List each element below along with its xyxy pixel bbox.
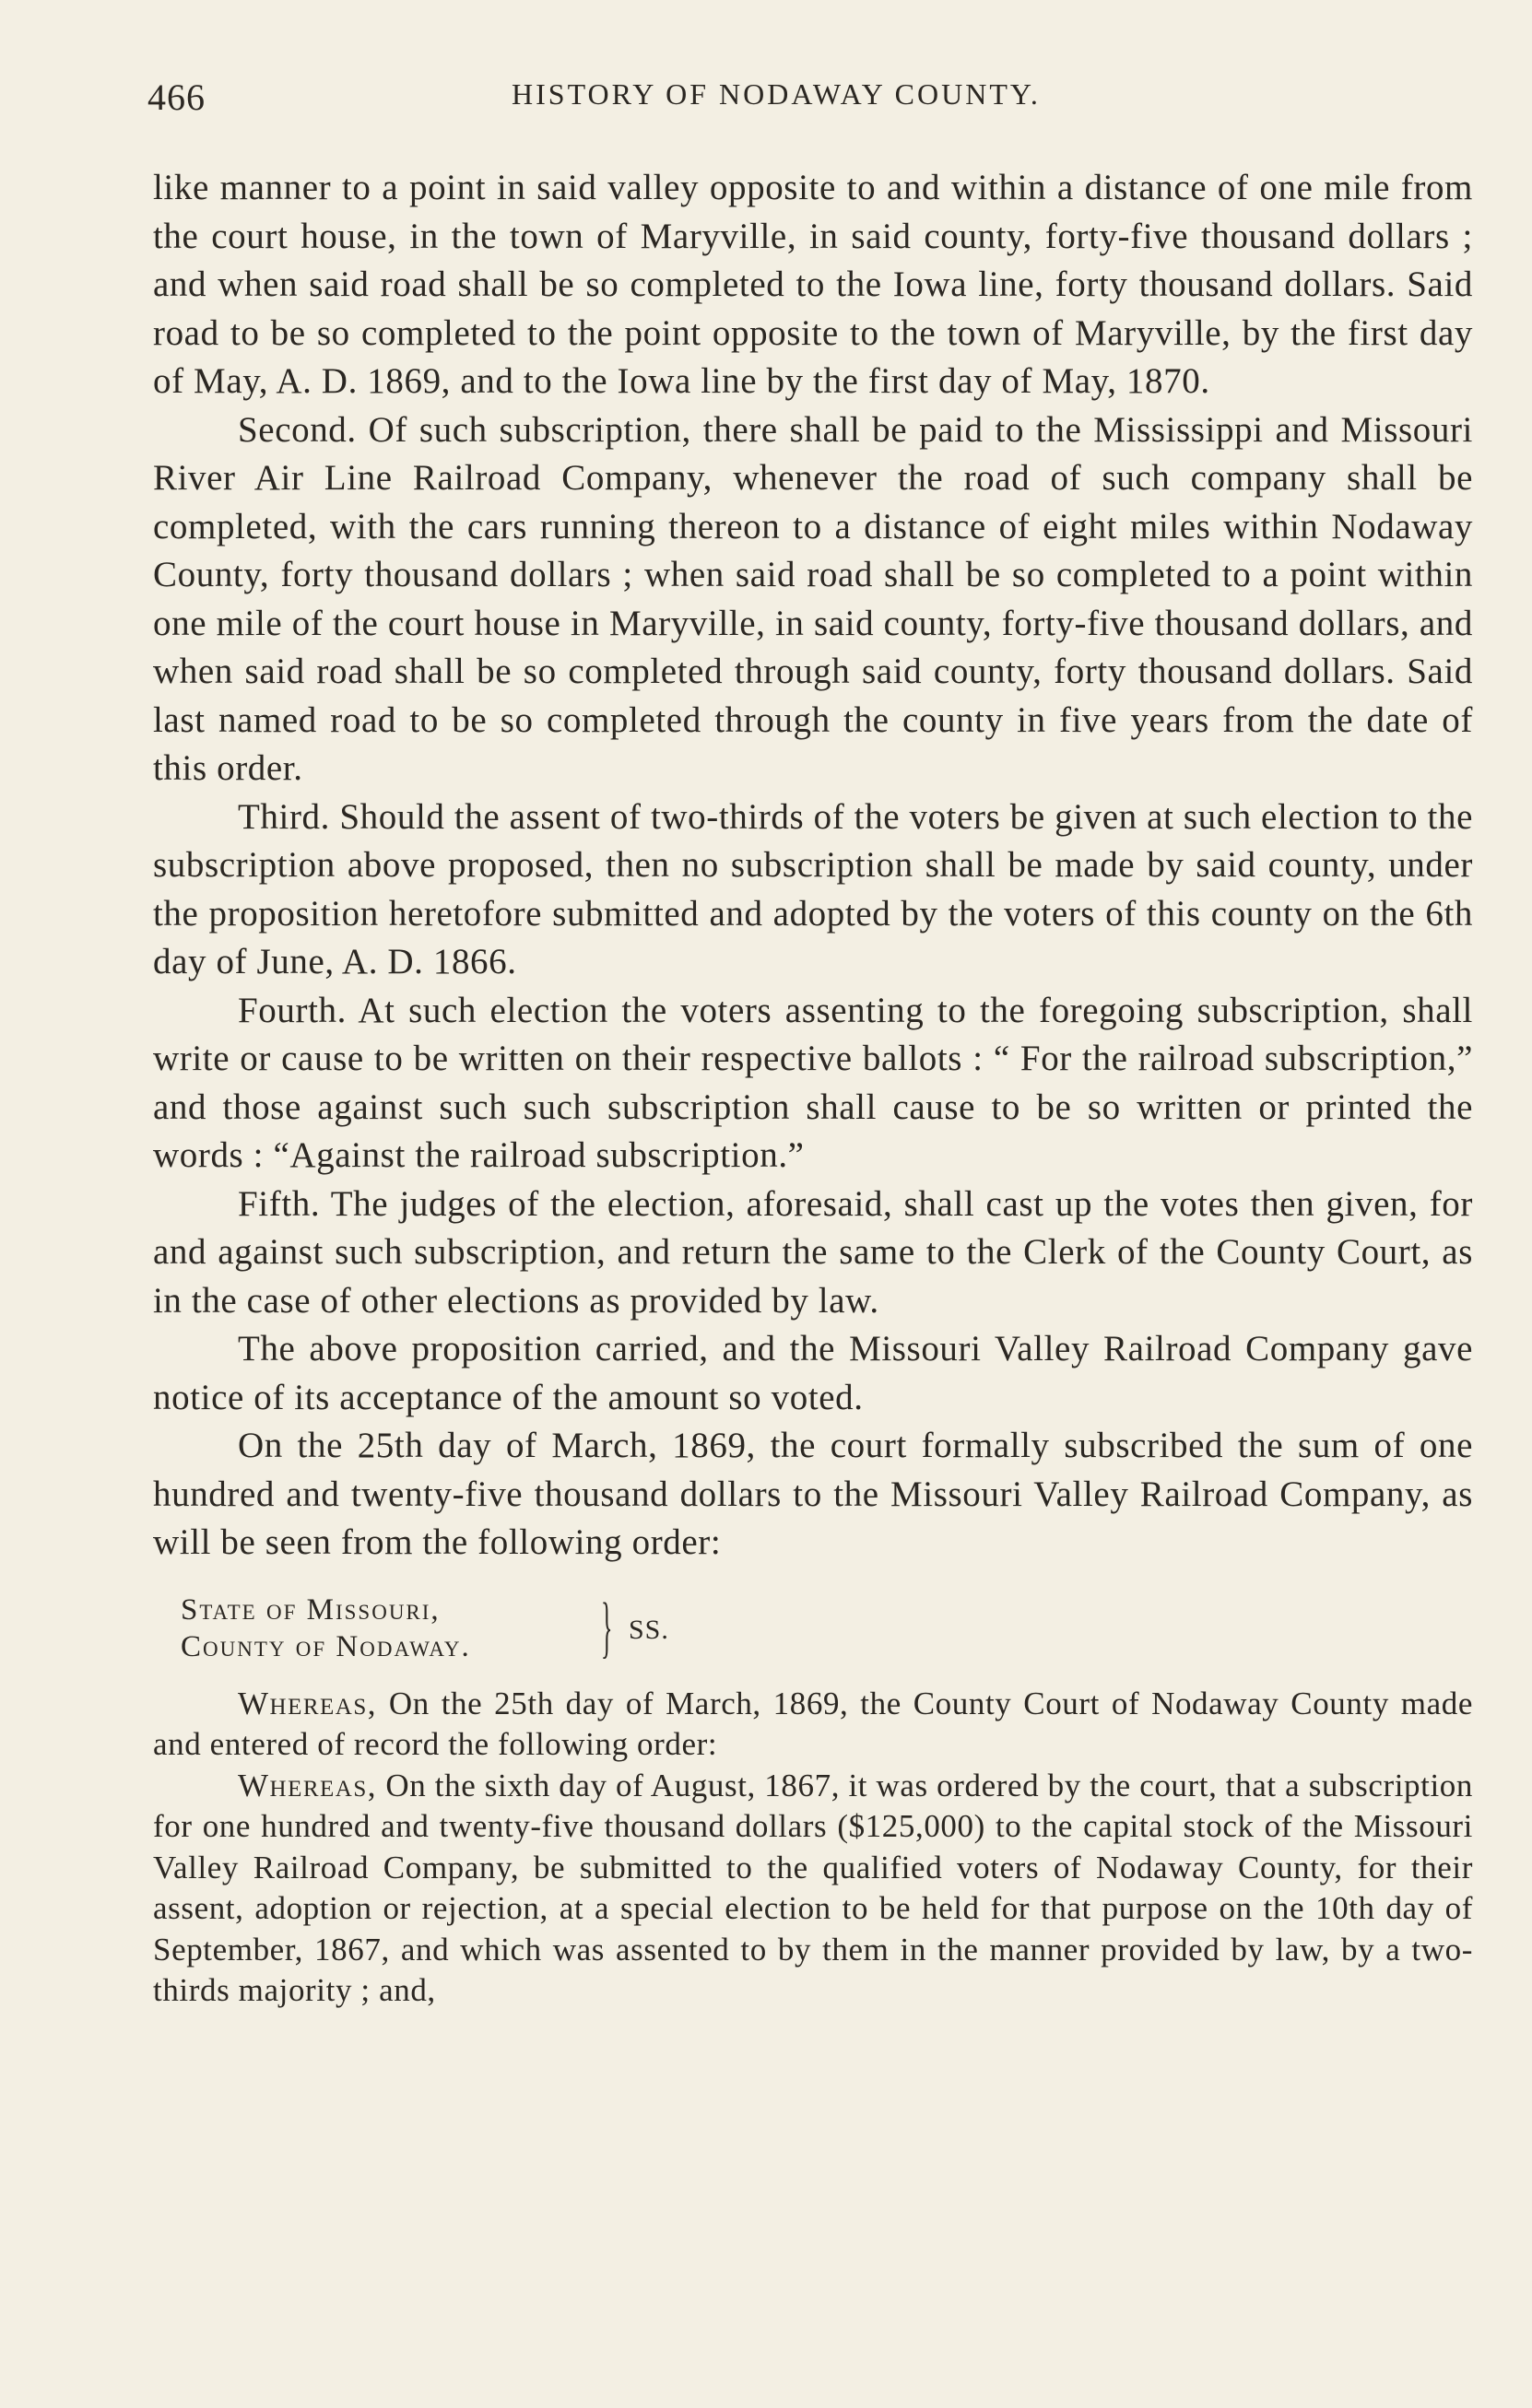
page-body: [153, 164, 1473, 2012]
caption-ss: SS.: [629, 1614, 669, 1645]
page-header: [147, 76, 1475, 131]
caption-brace: }: [601, 1589, 613, 1665]
order-text-2: On the sixth day of August, 1867, it was ordered by the court, that a subscription for one hundred and twenty-five thousand dollars ($125,000) to the capital stock of the Missouri Valley Railroad Company, be submitted to the qualified voters of Nodaway County, for their assent, adoption or rejection, at a special election to be held for that purpose on the 10th day of September, 1867, and which was assented to by them in the manner provided by law, by a two-thirds majority ; and,: [153, 1767, 1473, 2008]
continued-paragraph: like manner to a point in said valley opposite to and within a distance of one mile from the court house, in the town of Maryville, in said county, forty-five thousand dollars ; and when said road shall be so completed to the Iowa line, forty thousand dollars. Said road to be so completed to the point opposite to the town of Maryville, by the first day of May, A. D. 1869, and to the Iowa line by the first day of May, 1870.: [153, 168, 1473, 401]
paragraph-subscription-order: On the 25th day of March, 1869, the court formally subscribed the sum of one hundred and twenty-five thousand dollars to the Missouri Valley Railroad Company, as will be seen from the following order:: [153, 1426, 1473, 1562]
caption-state: State of Missouri,: [181, 1592, 441, 1627]
order-paragraph-1: [153, 1684, 1473, 1766]
paragraph-proposition-carried: The above proposition carried, and the Missouri Valley Railroad Company gave notice of its acceptance of the amount so voted.: [153, 1329, 1473, 1417]
order-lead-2: Whereas,: [238, 1767, 378, 1803]
venue-caption: [181, 1589, 1473, 1665]
order-text-1: On the 25th day of March, 1869, the County Court of Nodaway County made and entered of record the following order:: [153, 1685, 1473, 1762]
order-lead-1: Whereas,: [238, 1685, 378, 1721]
caption-county: County of Nodaway.: [181, 1629, 471, 1663]
paragraph-fifth: Fifth. The judges of the election, aforesaid, shall cast up the votes then given, for and against such subscription, and return the same to the Clerk of the County Court, as in the case of other elections as provided by law.: [153, 1183, 1473, 1321]
paragraph-second: Second. Of such subscription, there shall be paid to the Mississippi and Missouri River Air Line Railroad Company, whenever the road of such company shall be completed, with the cars running thereon to a distance of eight miles within Nodaway County, forty thousand dollars ; when said road shall be so completed to a point within one mile of the court house in Maryville, in said county, forty-five thousand dollars, and when said road shall be so completed through said county, forty thousand dollars. Said last named road to be so completed through the county in five years from the date of this order.: [153, 409, 1473, 788]
page-number: 466: [147, 76, 206, 118]
paragraph-third: Third. Should the assent of two-thirds of the voters be given at such election to the subscription above proposed, then no subscription shall be made by said county, under the proposition heretofore submitted and adopted by the voters of this county on the 6th day of June, A. D. 1866.: [153, 796, 1473, 981]
running-head: HISTORY OF NODAWAY COUNTY.: [512, 77, 1041, 111]
paragraph-fourth: Fourth. At such election the voters assenting to the foregoing subscription, shall write or cause to be written on their respective ballots : “ For the railroad subscription,” and those against such such subscription shall cause to be so written or printed the words : “Against the railroad subscription.”: [153, 990, 1473, 1175]
order-paragraph-2: [153, 1766, 1473, 2012]
